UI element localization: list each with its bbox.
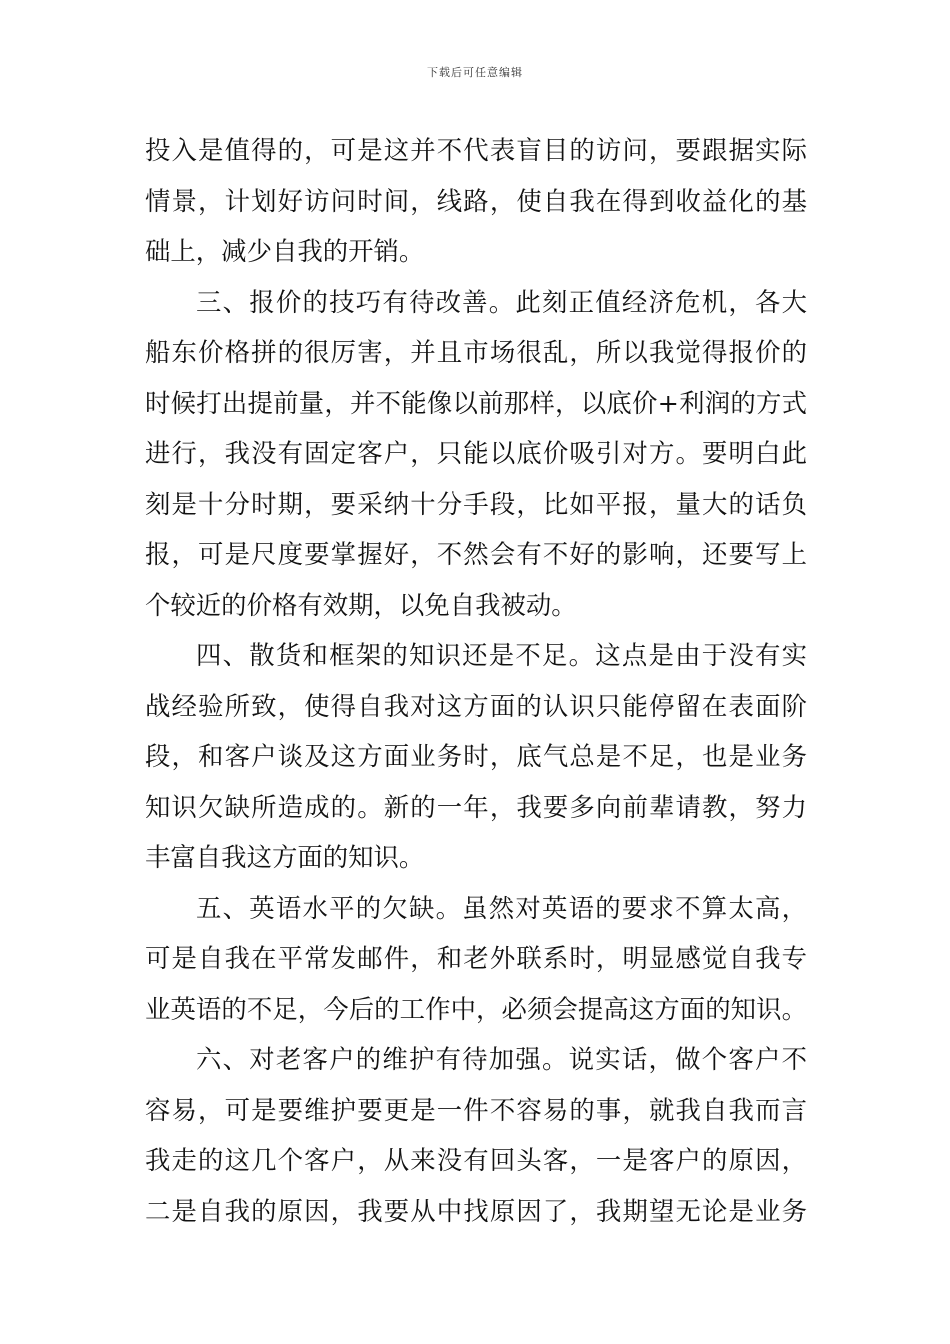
text-line: 二是自我的原因，我要从中找原因了，我期望无论是业务 bbox=[145, 1195, 807, 1226]
text-line: 六、对老客户的维护有待加强。说实话，做个客户不 bbox=[196, 1044, 807, 1074]
text-line: 个较近的价格有效期，以免自我被动。 bbox=[145, 589, 577, 620]
text-line: 战经验所致，使得自我对这方面的认识只能停留在表面阶 bbox=[145, 690, 807, 721]
text-line: 段，和客户谈及这方面业务时，底气总是不足，也是业务 bbox=[145, 741, 807, 771]
text-line: 报，可是尺度要掌握好，不然会有不好的影响，还要写上 bbox=[145, 539, 807, 569]
text-line: 时候打出提前量，并不能像以前那样，以底价+利润的方式 bbox=[145, 387, 807, 418]
text-line: 容易，可是要维护要更是一件不容易的事，就我自我而言 bbox=[145, 1094, 807, 1125]
text-line: 丰富自我这方面的知识。 bbox=[145, 842, 425, 872]
text-line: 我走的这几个客户，从来没有回头客，一是客户的原因， bbox=[145, 1145, 807, 1175]
text-line: 业英语的不足，今后的工作中，必须会提高这方面的知识。 bbox=[145, 993, 807, 1024]
text-line: 知识欠缺所造成的。新的一年，我要多向前辈请教，努力 bbox=[145, 791, 807, 822]
text-line: 四、散货和框架的知识还是不足。这点是由于没有实 bbox=[196, 640, 807, 670]
text-line: 船东价格拼的很厉害，并且市场很乱，所以我觉得报价的 bbox=[145, 337, 807, 367]
text-line: 础上，减少自我的开销。 bbox=[145, 236, 425, 266]
text-line: 五、英语水平的欠缺。虽然对英语的要求不算太高， bbox=[196, 892, 807, 923]
text-line: 可是自我在平常发邮件，和老外联系时，明显感觉自我专 bbox=[145, 943, 807, 973]
text-line: 进行，我没有固定客户，只能以底价吸引对方。要明白此 bbox=[145, 438, 807, 468]
text-line: 投入是值得的，可是这并不代表盲目的访问，要跟据实际 bbox=[145, 135, 807, 165]
text-line: 刻是十分时期，要采纳十分手段，比如平报，量大的话负 bbox=[145, 488, 807, 519]
text-line: 情景，计划好访问时间，线路，使自我在得到收益化的基 bbox=[145, 185, 807, 216]
text-line: 三、报价的技巧有待改善。此刻正值经济危机，各大 bbox=[196, 286, 807, 317]
body-text bbox=[145, 125, 807, 1236]
page-header: 下载后可任意编辑 bbox=[427, 66, 523, 79]
